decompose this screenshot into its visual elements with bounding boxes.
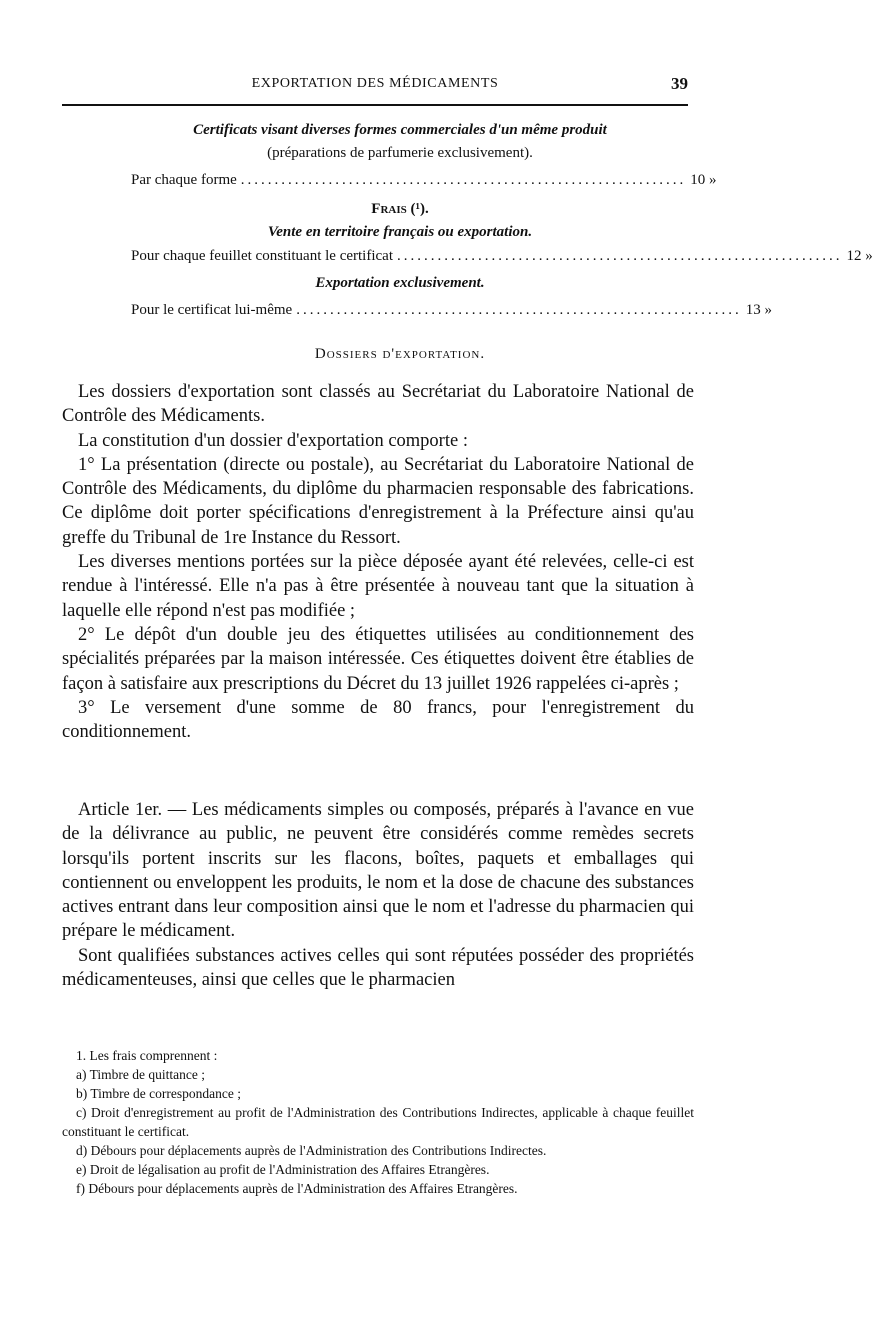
export-only-heading: Exportation exclusivement.	[315, 275, 485, 291]
paragraph: Les diverses mentions portées sur la pièce déposée ayant été relevées, celle-ci est rendue à l'intéressé. Elle n'a pas à être présentée à nouveau tant que la situation à laquelle elle répond n'est pas modifiée ;	[62, 552, 694, 621]
paragraph: La constitution d'un dossier d'exportation comporte :	[78, 430, 468, 451]
fee-amount: 13 »	[745, 302, 772, 318]
footnote: d) Débours pour déplacements auprès de l'Administration des Contributions Indirectes.	[76, 1143, 547, 1158]
dot-leader: ..................................................................	[396, 248, 843, 264]
footnotes	[62, 1046, 694, 1198]
dot-leader: ..................................................................	[240, 172, 687, 188]
fee-row-per-form	[131, 172, 717, 192]
paragraph: Les dossiers d'exportation sont classés au Secrétariat du Laboratoire National de Contrôle des Médicaments.	[62, 382, 694, 427]
article-body	[62, 798, 694, 992]
running-head	[62, 74, 688, 98]
paragraph: 3° Le versement d'une somme de 80 francs, pour l'enregistrement du conditionnement.	[62, 697, 694, 743]
paragraph: 1° La présentation (directe ou postale), au Secrétariat du Laboratoire National de Contrôle des Médicaments, du diplôme du pharmacien responsable des fabrications. Ce diplôme doit porter spécifications d'enregistrement à la Préfecture ainsi qu'au greffe du Tribunal de 1re Instance du Ressort.	[62, 454, 694, 548]
footnote: f) Débours pour déplacements auprès de l'Administration des Affaires Etrangères.	[76, 1181, 518, 1196]
paragraph: Sont qualifiées substances actives celles qui sont réputées posséder des propriétés médicamenteuses, ainsi que celles que le pharmacien	[62, 945, 694, 991]
footnote: 1. Les frais comprennent :	[76, 1048, 218, 1063]
fee-label: Pour le certificat lui-même	[131, 302, 293, 318]
dossiers-heading: Dossiers d'exportation.	[314, 346, 486, 362]
certificates-heading-line2: (préparations de parfumerie exclusivement).	[267, 145, 533, 161]
footnote: a) Timbre de quittance ;	[76, 1067, 205, 1082]
domestic-sale-heading: Vente en territoire français ou exportation.	[267, 224, 533, 240]
fees-heading: Frais (¹).	[371, 201, 429, 217]
fee-row-certificate-itself	[131, 302, 772, 322]
fee-row-per-sheet	[131, 248, 873, 268]
certificates-heading-line1: Certificats visant diverses formes commerciales d'un même produit	[193, 122, 607, 138]
header-rule	[62, 104, 688, 106]
paragraph: Article 1er. — Les médicaments simples ou composés, préparés à l'avance en vue de la délivrance au public, ne peuvent être considérés comme remèdes secrets lorsqu'ils portent inscrits sur les flacons, boîtes, paquets et emballages qui contiennent ou enveloppent les produits, le nom et la dose de chacune des substances actives entrant dans leur composition ainsi que le nom et l'adresse du pharmacien qui prépare le médicament.	[62, 800, 694, 942]
footnote: e) Droit de légalisation au profit de l'Administration des Affaires Etrangères.	[76, 1162, 490, 1177]
fee-amount: 10 »	[690, 172, 717, 188]
fee-label: Par chaque forme	[131, 172, 237, 188]
dossiers-body	[62, 380, 694, 744]
fee-amount: 12 »	[846, 248, 873, 264]
running-title: EXPORTATION DES MÉDICAMENTS	[251, 76, 499, 91]
paragraph: 2° Le dépôt d'un double jeu des étiquettes utilisées au conditionnement des spécialités préparées par la maison intéressée. Ces étiquettes doivent être établies de façon à satisfaire aux prescriptions du Décret du 13 juillet 1926 rappelées ci-après ;	[62, 624, 694, 694]
page-number: 39	[671, 74, 688, 93]
footnote: c) Droit d'enregistrement au profit de l'Administration des Contributions Indirectes, applicable à chaque feuillet constituant le certificat.	[62, 1105, 694, 1139]
footnote: b) Timbre de correspondance ;	[76, 1086, 241, 1101]
fee-label: Pour chaque feuillet constituant le certificat	[131, 248, 393, 264]
dot-leader: ..................................................................	[296, 302, 742, 318]
